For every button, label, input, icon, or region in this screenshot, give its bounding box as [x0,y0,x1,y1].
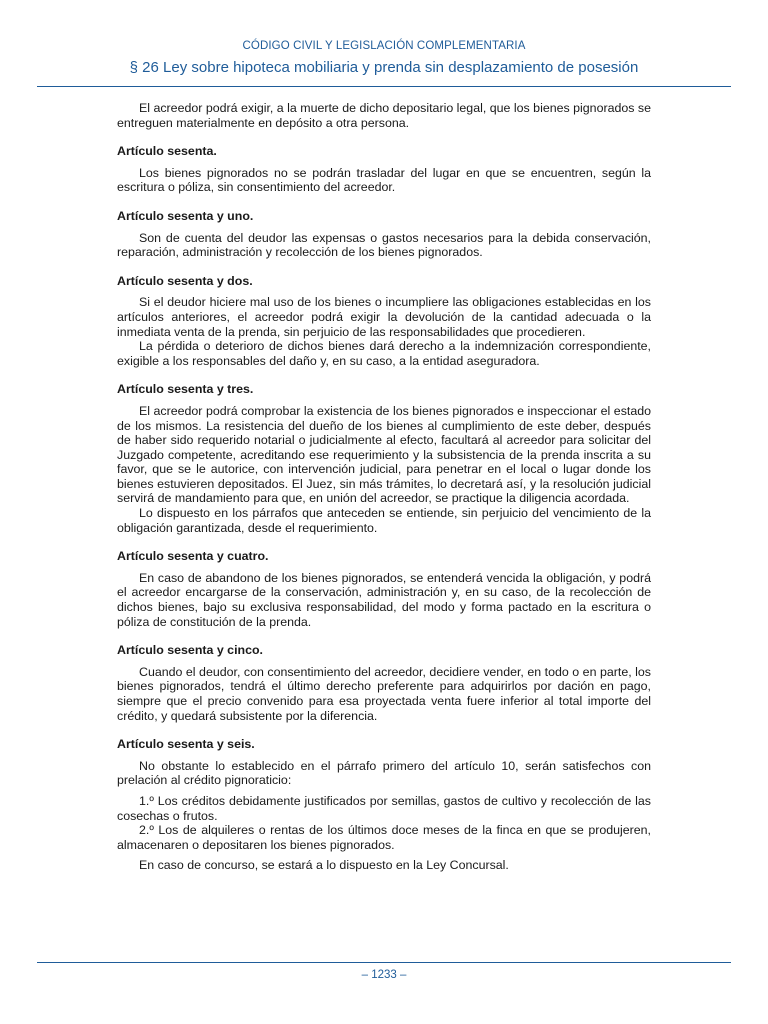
article-paragraph: La pérdida o deterioro de dichos bienes dará derecho a la indemnización correspondiente, exigible a los responsables del daño y, en su caso, a la entidad aseguradora. [117,339,651,368]
article-list-item: 2.º Los de alquileres o rentas de los últimos doce meses de la finca en que se produjeren, almacenaren o depositaren los bienes pignorados. [117,823,651,852]
article-paragraph: No obstante lo establecido en el párrafo primero del artículo 10, serán satisfechos con prelación al crédito pignoraticio: [117,758,651,788]
article-title: Artículo sesenta. [117,144,217,159]
article-title: Artículo sesenta y tres. [117,382,254,397]
article-paragraph: El acreedor podrá comprobar la existencia de los bienes pignorados e inspeccionar el estado de los mismos. La resistencia del dueño de los bienes al cumplimiento de este deber, después de haber sido requerido notarial o judicialmente al efecto, facultará al acreedor para solicitar del Juzgado competente, acreditando ese requerimiento y la subsistencia de la prenda inscrita a su favor, que se le autorice, con intervención judicial, para penetrar en el local o lugar donde los bienes estuvieren depositados. El Juez, sin más trámites, lo decretará así, y la resolución judicial servirá de mandamiento para que, en unión del acreedor, se practique la diligencia acordada. [117,403,651,506]
article-62 [117,274,651,369]
article-list-item: 1.º Los créditos debidamente justificados por semillas, gastos de cultivo y recolección de las cosechas o frutos. [117,793,651,823]
article-title: Artículo sesenta y dos. [117,273,253,288]
page-number: – 1233 – [361,969,407,981]
footer-divider [37,962,731,963]
article-paragraph: En caso de concurso, se estará a lo dispuesto en la Ley Concursal. [139,858,509,873]
article-65 [117,643,651,723]
document-title: CÓDIGO CIVIL Y LEGISLACIÓN COMPLEMENTARIA [242,40,526,52]
article-paragraph: Si el deudor hiciere mal uso de los bienes o incumpliere las obligaciones establecidas en los artículos anteriores, el acreedor podrá exigir la devolución de la cantidad adecuada o la inmediata venta de la prenda, sin perjuicio de las responsabilidades que procedieren. [117,295,651,339]
article-paragraph: Son de cuenta del deudor las expensas o gastos necesarios para la debida conservación, reparación, administración y recolección de los bienes pignorados. [117,230,651,260]
article-60 [117,144,651,195]
page-header [37,38,731,77]
article-64 [117,549,651,629]
article-paragraph: En caso de abandono de los bienes pignorados, se entenderá vencida la obligación, y podrá el acreedor encargarse de la conservación, administración y, en su caso, de la recolección de dichos bienes, bajo su exclusiva responsabilidad, del modo y forma pactado en la escritura o póliza de constitución de la prenda. [117,570,651,629]
article-title: Artículo sesenta y cuatro. [117,549,269,564]
article-title: Artículo sesenta y seis. [117,737,255,752]
article-title: Artículo sesenta y uno. [117,208,254,223]
document-body [117,101,651,873]
article-paragraph: Los bienes pignorados no se podrán trasladar del lugar en que se encuentren, según la escritura o póliza, sin consentimiento del acreedor. [117,165,651,195]
header-divider [37,86,731,87]
intro-paragraph: El acreedor podrá exigir, a la muerte de dicho depositario legal, que los bienes pignorados se entreguen materialmente en depósito a otra persona. [117,101,651,130]
article-paragraph: Cuando el deudor, con consentimiento del acreedor, decidiere vender, en todo o en parte, los bienes pignorados, tendrá el último derecho preferente para adquirirlos por dación en pago, siempre que el precio convenido para esa proyectada venta fuere inferior al total importe del crédito, y quedará subsistente por la diferencia. [117,664,651,723]
article-61 [117,209,651,260]
article-63 [117,382,651,535]
article-66 [117,737,651,873]
article-paragraph: Lo dispuesto en los párrafos que anteceden se entiende, sin perjuicio del vencimiento de la obligación garantizada, desde el requerimiento. [117,506,651,535]
section-title: § 26 Ley sobre hipoteca mobiliaria y prenda sin desplazamiento de posesión [129,59,639,76]
article-title: Artículo sesenta y cinco. [117,643,263,658]
